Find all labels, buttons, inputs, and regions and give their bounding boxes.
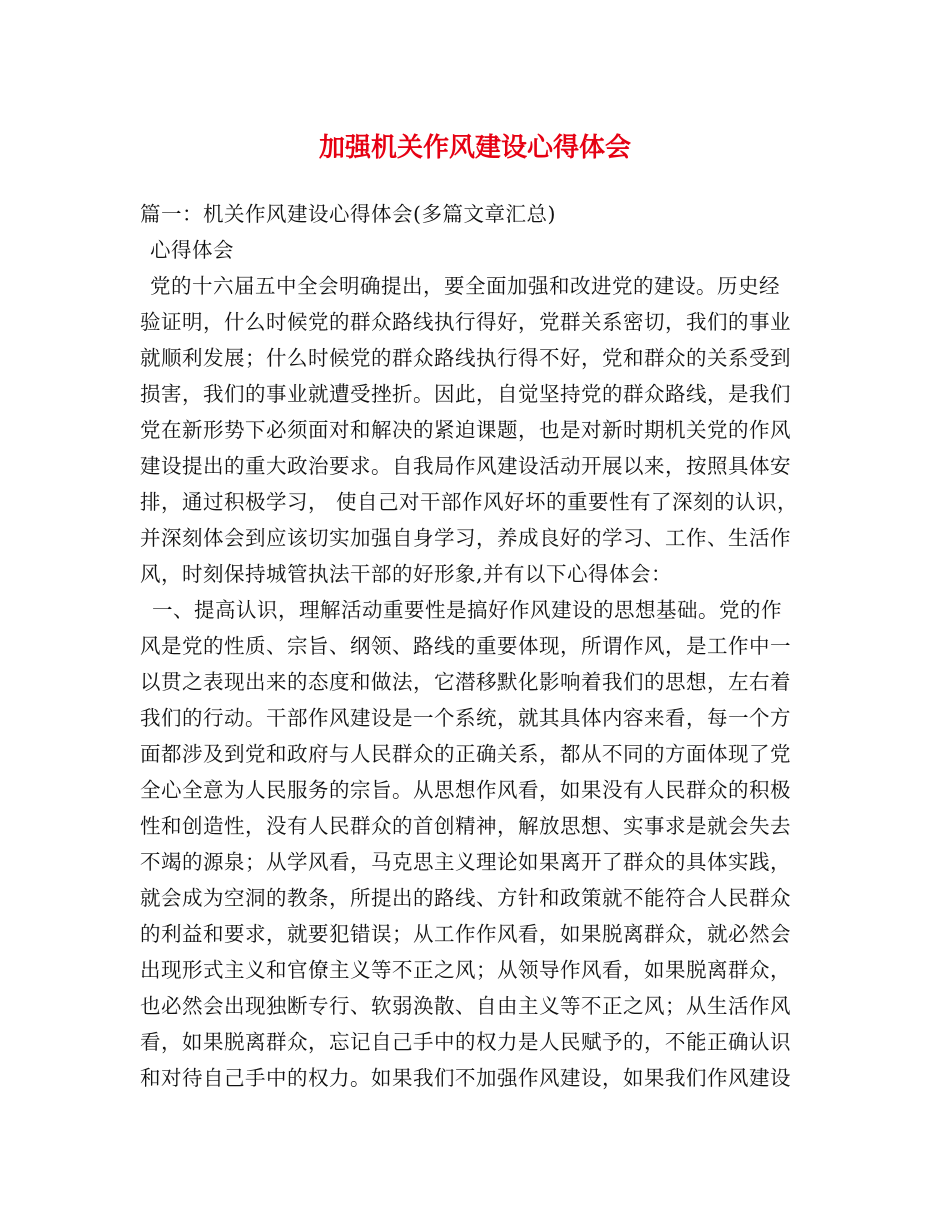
body-line: 损害，我们的事业就遭受挫折。因此，自觉坚持党的群众路线，是我们 xyxy=(140,382,791,406)
body-line: 风，时刻保持城管执法干部的好形象,并有以下心得体会： xyxy=(140,562,673,586)
document-title: 加强机关作风建设心得体会 xyxy=(318,133,631,163)
body-line: 排，通过积极学习， 使自己对干部作风好坏的重要性有了深刻的认识， xyxy=(140,490,799,514)
body-line: 看，如果脱离群众，忘记自己手中的权力是人民赋予的，不能正确认识 xyxy=(140,1030,791,1054)
body-line: 风是党的性质、宗旨、纲领、路线的重要体现，所谓作风，是工作中一 xyxy=(140,634,791,658)
document-body xyxy=(140,196,816,1096)
body-line: 也必然会出现独断专行、软弱涣散、自由主义等不正之风；从生活作风 xyxy=(140,994,791,1018)
body-line: 篇一：机关作风建设心得体会(多篇文章汇总) xyxy=(140,202,556,226)
body-line: 面都涉及到党和政府与人民群众的正确关系，都从不同的方面体现了党 xyxy=(140,742,791,766)
body-line: 全心全意为人民服务的宗旨。从思想作风看，如果没有人民群众的积极 xyxy=(140,778,791,802)
body-line: 就顺利发展；什么时候党的群众路线执行得不好，党和群众的关系受到 xyxy=(140,346,791,370)
body-line: 我们的行动。干部作风建设是一个系统，就其具体内容来看，每一个方 xyxy=(140,706,791,730)
body-line: 就会成为空洞的教条，所提出的路线、方针和政策就不能符合人民群众 xyxy=(140,886,791,910)
body-line: 和对待自己手中的权力。如果我们不加强作风建设，如果我们作风建设 xyxy=(140,1066,791,1090)
body-line: 出现形式主义和官僚主义等不正之风；从领导作风看，如果脱离群众， xyxy=(140,958,791,982)
body-line: 验证明，什么时候党的群众路线执行得好，党群关系密切，我们的事业 xyxy=(140,310,791,334)
body-line: 建设提出的重大政治要求。自我局作风建设活动开展以来，按照具体安 xyxy=(140,454,791,478)
body-line: 党的十六届五中全会明确提出，要全面加强和改进党的建设。历史经 xyxy=(150,274,780,298)
body-line: 一、提高认识，理解活动重要性是搞好作风建设的思想基础。党的作 xyxy=(152,598,782,622)
body-line: 心得体会 xyxy=(150,238,234,262)
body-line: 的利益和要求，就要犯错误；从工作作风看，如果脱离群众，就必然会 xyxy=(140,922,791,946)
body-line: 以贯之表现出来的态度和做法，它潜移默化影响着我们的思想，左右着 xyxy=(140,670,791,694)
body-line: 不竭的源泉；从学风看，马克思主义理论如果离开了群众的具体实践， xyxy=(140,850,791,874)
body-line: 性和创造性，没有人民群众的首创精神，解放思想、实事求是就会失去 xyxy=(140,814,791,838)
body-line: 并深刻体会到应该切实加强自身学习，养成良好的学习、工作、生活作 xyxy=(140,526,791,550)
body-line: 党在新形势下必须面对和解决的紧迫课题，也是对新时期机关党的作风 xyxy=(140,418,791,442)
